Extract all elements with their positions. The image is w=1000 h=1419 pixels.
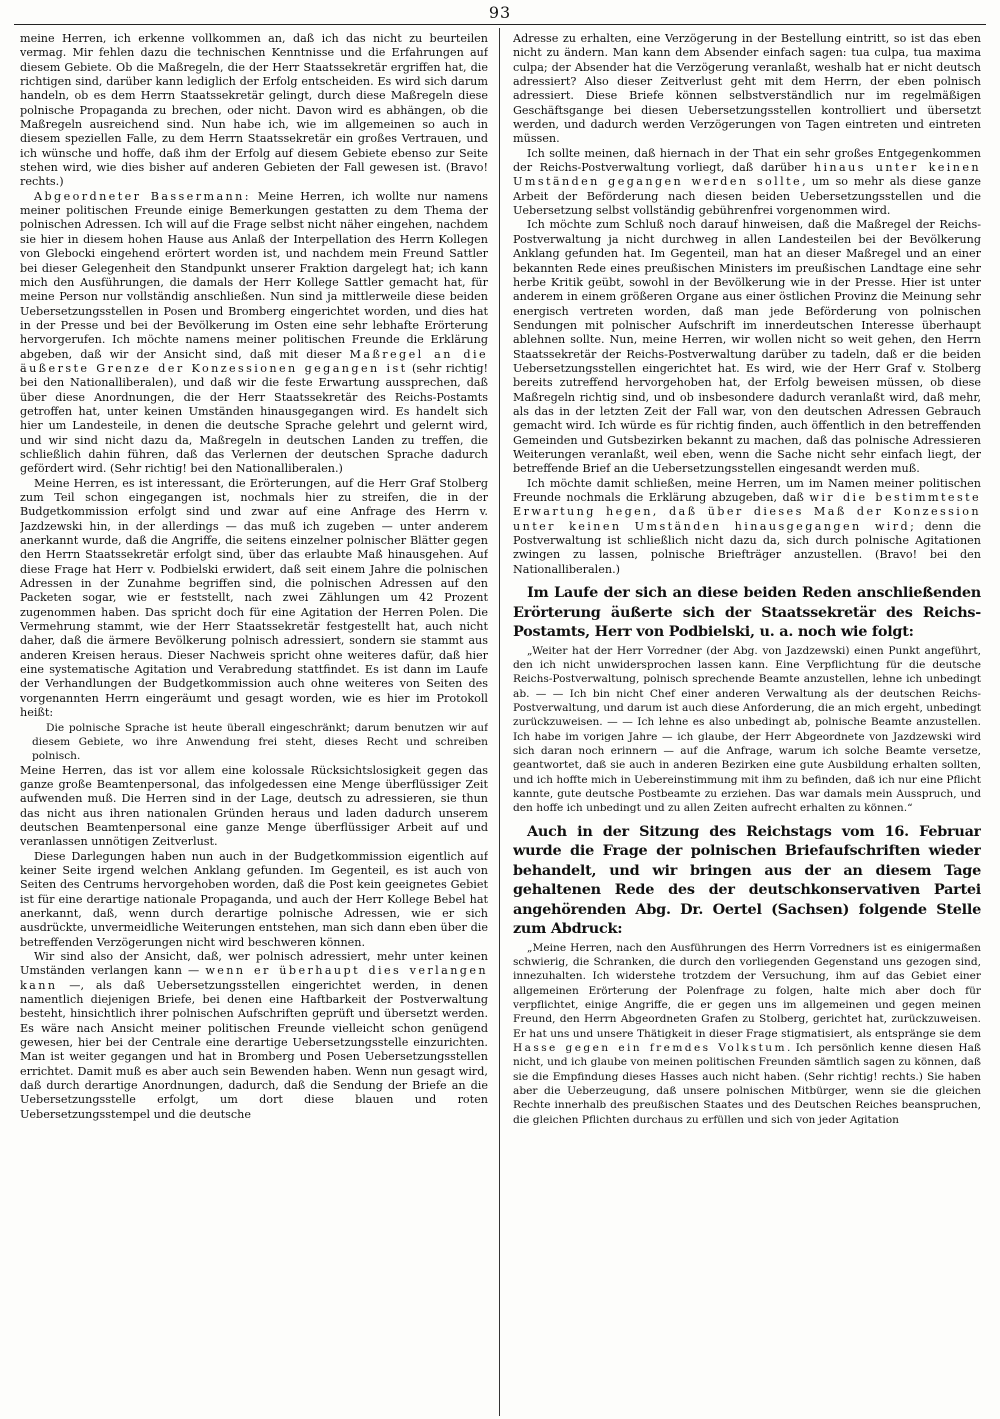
right-paragraph-3: Ich möchte zum Schluß noch darauf hinweisen, daß die Maßregel der Reichs-Postverwaltung ja nicht durchweg in allen Landesteilen bei der Bevölkerung Anklang gefunden hat. Im Gegenteil, man hat an dieser Maßregel und an einer bekannten Rede eines preußischen Ministers im preußischen Landtage eine sehr herbe Kritik geübt, sowohl in der Bevölkerung wie in der Presse. Hier ist unter anderem in einem größeren Organe aus einer östlichen Provinz die Meinung sehr energisch vertreten worden, daß man jede Beförderung von polnischen Sendungen mit polnischer Aufschrift im innerdeutschen Interesse überhaupt ablehnen sollte. Nun, meine Herren, wir wollen nicht so weit gehen, den Herrn Staatssekretär der Reichs-Postverwaltung darüber zu tadeln, daß er die beiden Uebersetzungsstellen eingerichtet hat. Es wird, wie der Herr Graf v. Stolberg bereits zutreffend hervorgehoben hat, der Erfolg beweisen müssen, ob diese Maßregeln richtig sind, und ob insbesondere dadurch veranlaßt wird, daß mehr, als das in der letzten Zeit der Fall war, von den deutschen Adressen Gebrauch gemacht wird. Ich würde es für richtig finden, auch öffentlich in den betreffenden Gemeinden und Gutsbezirken bekannt zu machen, daß das polnische Adressieren Weiterungen veranlaßt, weil eben, wenn die Sache nicht sehr einfach liegt, der betreffende Brief an die Uebersetzungsstellen eingesandt werden muß. (513, 218, 981, 476)
page-number: 93 (488, 3, 512, 22)
editorial-intro-podbielski: Im Laufe der sich an diese beiden Reden anschließenden Erörterung äußerte sich der Staatssekretär des Reichs-Postamts, Herr von Podbielski, u. a. noch wie folgt: (513, 584, 981, 641)
left-paragraph-5: Diese Darlegungen haben nun auch in der Budgetkommission eigentlich auf keiner Seite irgend welchen Anklang gefunden. Im Gegenteil, es ist auch von Seiten des Centrums hervorgehoben worden, daß die Post kein geeignetes Gebiet ist für eine derartige nationale Propaganda, und auch der Herr Kollege Bebel hat anerkannt, daß, wenn durch derartige polnische Adressen, wie er sich ausdrückte, unvermeidliche Weiterungen entstehen, man sich dann eben über die betreffenden Verzögerungen nicht wird beschweren können. (20, 849, 488, 949)
right-paragraph-2 (513, 147, 981, 219)
editorial-intro-oertel: Auch in der Sitzung des Reichstags vom 16. Februar wurde die Frage der polnischen Briefaufschriften wieder behandelt, und wir bringen aus der an diesem Tage gehaltenen Rede des der deutschkonservativen Partei angehörenden Abg. Dr. Oertel (Sachsen) folgende Stelle zum Abdruck: (513, 822, 981, 938)
podbielski-quote: „Weiter hat der Herr Vorredner (der Abg. von Jazdzewski) einen Punkt angeführt, den ich nicht unwidersprochen lassen kann. Eine Verpflichtung für die deutsche Reichs-Postverwaltung, polnisch sprechende Beamte anzustellen, lehne ich unbedingt ab. — — Ich bin nicht Chef einer anderen Verwaltung als der deutschen Reichs-Postverwaltung, und darum ist auch diese Anforderung, die an mich ergeht, unbedingt zurückzuweisen. — — Ich lehne es also unbedingt ab, polnische Beamte anzustellen. Ich habe im vorigen Jahre — ich glaube, der Herr Abgeordnete von Jazdzewski wird sich daran noch erinnern — auf die Anfrage, warum ich solche Beamte versetze, geantwortet, daß sie auch in anderen Bezirken eine gute Ausbildung erhalten sollten, und ich hoffte mich in Uebereinstimmung mit ihm zu befinden, daß ich nur eine Pflicht kannte, gute deutsche Postbeamte zu erziehen. Das war damals mein Ausspruch, und den hoffe ich unbedingt und zu allen Zeiten aufrecht erhalten zu können.“ (513, 644, 981, 815)
speech-text-tail: ; denn die Postverwaltung ist schließlich nicht dazu da, sich durch polnische Agitationen zwingen zu lassen, polnische Briefträger anzustellen. (Bravo! bei den Nationalliberalen.) (513, 519, 981, 576)
speech-text: Ich sollte meinen, daß hiernach in der That ein sehr großes Entgegenkommen der Reichs-Postverwaltung vorliegt, daß darüber (513, 146, 981, 175)
emphasis-text: hinaus unter keinen Umständen gegangen werden sollte (513, 161, 981, 189)
quote-text: „Meine Herren, nach den Ausführungen des Herrn Vorredners ist es einigermaßen schwierig, die Schranken, die durch den vorliegenden Gegenstand uns gezogen sind, innezuhalten. Ich widerstehe trotzdem der Versuchung, ihm auf das Gebiet einer allgemeinen Erörterung der Polenfrage zu folgen, halte mich aber doch für verpflichtet, einige Angriffe, die er gegen uns im allgemeinen und gegen meinen Freund, den Herrn Abgeordneten Grafen zu Stolberg, gerichtet hat, zurückzuweisen. Er hat uns und unsere Thätigkeit in dieser Frage stigmatisiert, als entspränge sie dem (513, 941, 981, 1040)
right-paragraph-1: Adresse zu erhalten, eine Verzögerung in der Bestellung eintritt, so ist das eben nicht zu ändern. Man kann dem Absender einfach sagen: tua culpa, tua maxima culpa; der Absender hat die Verzögerung veranlaßt, weshalb hat er nicht deutsch adressiert? Also dieser Zeitverlust geht mit dem Herrn, der eben polnisch adressiert. Diese Briefe können selbstverständlich nur im regelmäßigen Geschäftsgange bei diesen Uebersetzungsstellen kontrolliert und übersetzt werden, und dadurch werden Verzögerungen von Tagen eintreten und eintreten müssen. (513, 32, 981, 146)
speech-text: Meine Herren, ich wollte nur namens meiner politischen Freunde einige Bemerkungen gestatten zu dem Thema der polnischen Adressen. Ich will auf die Frage selbst nicht näher eingehen, nachdem sie hier in diesem hohen Hause aus Anlaß der Interpellation des Herrn Kollegen von Glebocki eingehend erörtert worden ist, und nachdem mein Freund Sattler bei dieser Gelegenheit den Standpunkt unserer Fraktion dargelegt hat; ich kann mich den Ausführungen, die damals der Herr Kollege Sattler gemacht hat, für meine Person nur vollständig anschließen. Nun sind ja mittlerweile diese beiden Uebersetzungsstellen in Posen und Bromberg eingerichtet worden, und dies hat in der Presse und bei der Bevölkerung im Osten eine sehr lebhafte Erörterung hervorgerufen. Ich möchte namens meiner politischen Freunde die Erklärung abgeben, daß wir der Ansicht sind, daß mit dieser (20, 189, 488, 361)
column-divider (499, 28, 500, 1416)
left-paragraph-6 (20, 950, 488, 1122)
oertel-quote (513, 941, 981, 1127)
left-paragraph-4: Meine Herren, das ist vor allem eine kolossale Rücksichtslosigkeit gegen das ganze große Beamtenpersonal, das infolgedessen eine Menge überflüssiger Zeit aufwenden muß. Die Herren sind in der Lage, deutsch zu adressieren, sie thun das nicht aus ihren nationalen Gründen heraus und laden dadurch unserem deutschen Beamtenpersonal eine ganze Menge überflüssiger Arbeit auf und veranlassen unnötigen Zeitverlust. (20, 763, 488, 849)
emphasis-text: Maßregel an die äußerste Grenze der Konzessionen gegangen ist (20, 347, 488, 375)
emphasis-text: Hasse gegen ein fremdes Volkstum (513, 1042, 787, 1055)
speech-text-tail: —, als daß Uebersetzungsstellen eingerichtet werden, in denen namentlich diejenigen Briefe, bei denen eine Haftbarkeit der Postverwaltung besteht, hinsichtlich ihrer polnischen Aufschriften geprüft und übersetzt werden. Es wäre nach Ansicht meiner politischen Freunde vielleicht schon genügend gewesen, hier bei der Centrale eine derartige Uebersetzungsstelle einzurichten. Man ist weiter gegangen und hat in Bromberg und Posen Uebersetzungsstellen errichtet. Damit muß es aber auch sein Bewenden haben. Wenn nun gesagt wird, daß durch derartige Anordnungen, dadurch, daß die Sendung der Briefe an die Uebersetzungsstelle erfolgt, um dort diese blauen und roten Uebersetzungsstempel und die deutsche (20, 978, 488, 1121)
right-paragraph-4 (513, 477, 981, 577)
left-column (20, 32, 488, 1416)
right-column (513, 32, 981, 1416)
speech-text-tail: (sehr richtig! bei den Nationalliberalen), und daß wir die feste Erwartung aussprechen, daß über diese Anordnungen, die der Herr Staatssekretär des Reichs-Postamts getroffen hat, unter keinen Umständen hinausgegangen wird. Es handelt sich hier um Landesteile, in denen die deutsche Sprache gelehrt und gelernt wird, und wir sind nicht dazu da, Maßregeln in deutschen Landen zu treffen, die schließlich dahin führen, daß das Verlernen der deutschen Sprache dadurch gefördert wird. (Sehr richtig! bei den Nationalliberalen.) (20, 361, 488, 476)
header-rule (14, 24, 986, 25)
emphasis-text: wir die bestimmteste Erwartung hegen, daß über dieses Maß der Konzession unter keinen Umständen hinausgegangen wird (513, 491, 981, 533)
speech-text-tail: , um so mehr als diese ganze Arbeit der Beförderung nach diesen beiden Uebersetzungsstellen und die Uebersetzung selbst vollständig gebührenfrei vorgenommen wird. (513, 175, 981, 218)
quote-text-tail: . Ich persönlich kenne diesen Haß nicht, und ich glaube von meinen politischen Freunden sämtlich sagen zu können, daß sie die Empfindung dieses Hasses auch nicht haben. (Sehr richtig! rechts.) Sie haben aber die Ueberzeugung, daß unsere polnischen Mitbürger, wenn sie die gleichen Rechte innerhalb des preußischen Staates und des Deutschen Reiches beanspruchen, die gleichen Pflichten durchaus zu erfüllen und sich von jeder Agitation (513, 1042, 981, 1126)
left-paragraph-2 (20, 190, 488, 477)
speech-text: Wir sind also der Ansicht, daß, wer polnisch adressiert, mehr unter keinen Umständen verlangen kann — (20, 950, 488, 978)
speech-text: Ich möchte damit schließen, meine Herren, um im Namen meiner politischen Freunde nochmals die Erklärung abzugeben, daß (513, 476, 981, 504)
emphasis-text: wenn er überhaupt dies verlangen kann (20, 964, 488, 992)
speaker-name: Abgeordneter Bassermann: (34, 189, 251, 203)
left-paragraph-3: Meine Herren, es ist interessant, die Erörterungen, auf die Herr Graf Stolberg zum Teil schon eingegangen ist, nochmals hier zu streifen, die in der Budgetkommission erfolgt sind und zwar auf eine Anfrage des Herrn v. Jazdzewski hin, in der allerdings — das muß ich zugeben — unter anderem anerkannt wurde, daß die Angriffe, die seitens einzelner polnischer Blätter gegen den Herrn Staatssekretär erfolgt sind, über das erlaubte Maß hinausgehen. Auf diese Frage hat Herr v. Podbielski erwidert, daß seit einem Jahre die polnischen Adressen in der Zunahme begriffen sind, die polnischen Adressen auf den Packeten sogar, wie er feststellt, nach zwei Zählungen um 42 Prozent zugenommen haben. Das spricht doch für eine Agitation der Herren Polen. Die Vermehrung stammt, wie der Herr Staatssekretär festgestellt hat, auch nicht daher, daß die ärmere Bevölkerung polnisch adressiert, sondern sie stammt aus anderen Kreisen heraus. Dieser Nachweis spricht ohne weiteres dafür, daß hier eine systematische Agitation und Verabredung stattfindet. Es ist dann im Laufe der Verhandlungen der Budgetkommission auch ohne weiteres von Seiten des vorgenannten Herrn eingeräumt und gesagt worden, wie es hier im Protokoll heißt: (20, 476, 488, 720)
protocol-quote: Die polnische Sprache ist heute überall eingeschränkt; darum benutzen wir auf diesem Gebiete, wo ihre Anwendung frei steht, dieses Recht und schreiben polnisch. (32, 721, 488, 763)
left-paragraph-1: meine Herren, ich erkenne vollkommen an, daß ich das nicht zu beurteilen vermag. Mir fehlen dazu die technischen Kenntnisse und die Erfahrungen auf diesem Gebiete. Ob die Maßregeln, die der Herr Staatssekretär ergriffen hat, die richtigen sind, darüber kann lediglich der Erfolg entscheiden. Es wird sich darum handeln, ob es dem Herrn Staatssekretär gelingt, durch diese Maßregeln diese polnische Propaganda zu brechen, oder nicht. Davon wird es abhängen, ob die Maßregeln ausreichend sind. Nun habe ich, wie im allgemeinen so auch in diesem speziellen Falle, zu dem Herrn Staatssekretär ein großes Vertrauen, und ich wünsche und hoffe, daß ihm der Erfolg auf diesem Gebiete ebenso zur Seite stehen wird, wie dies bisher auf anderen Gebieten der Fall gewesen ist. (Bravo! rechts.) (20, 32, 488, 189)
